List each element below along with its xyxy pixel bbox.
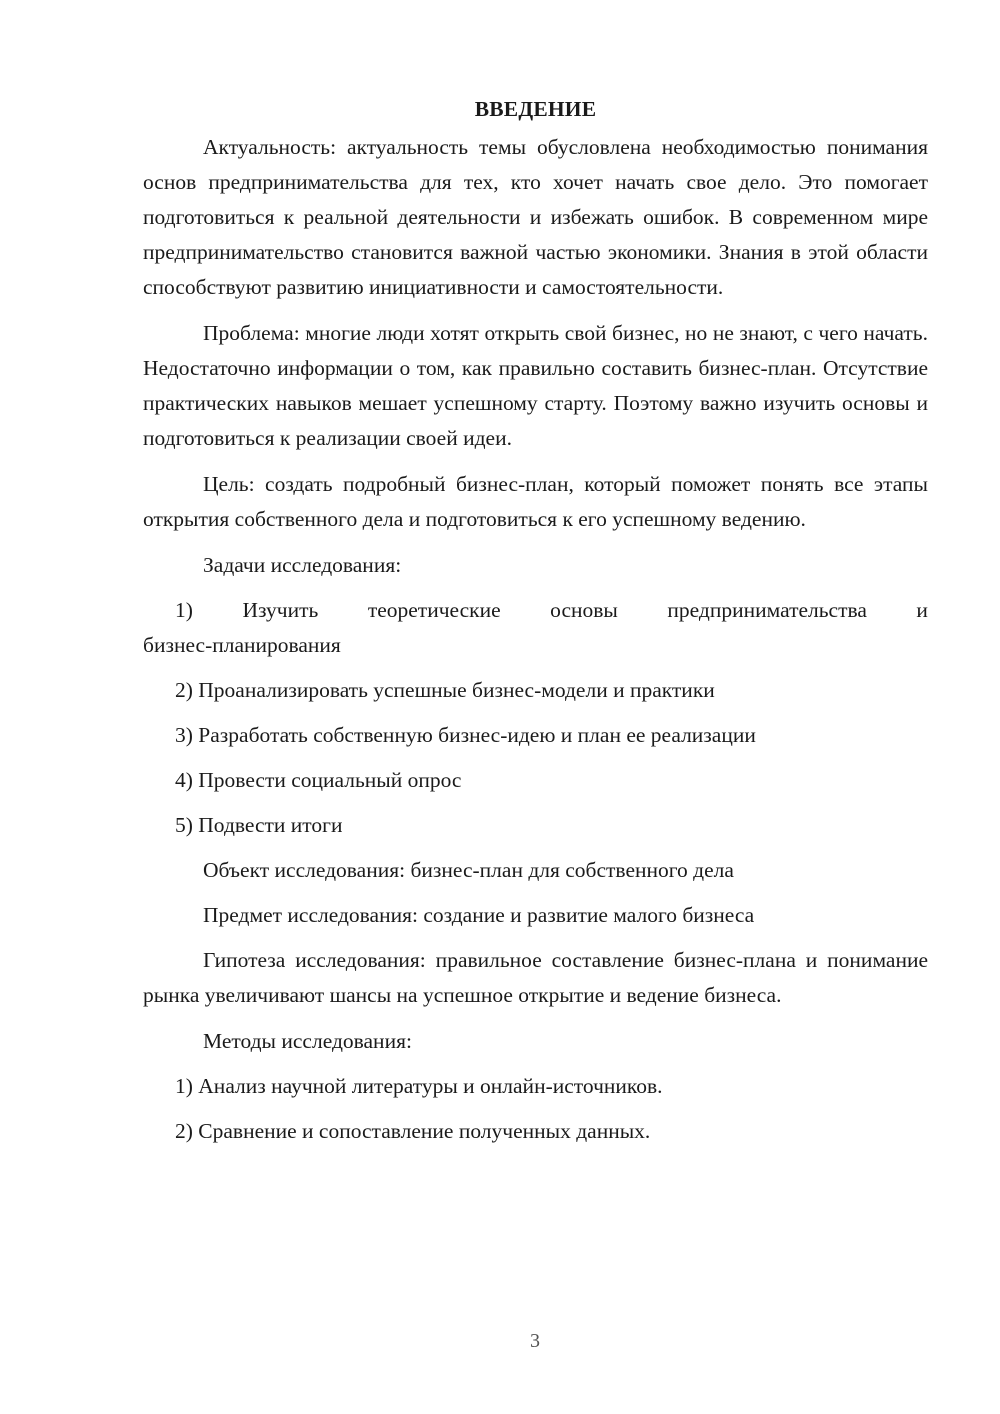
goal-paragraph: Цель: создать подробный бизнес-план, который поможет понять все этапы открытия собственного дела и подготовиться к его успешному ведению. bbox=[143, 472, 928, 531]
task-item-2: 2) Проанализировать успешные бизнес-модели и практики bbox=[175, 678, 715, 702]
document-page bbox=[143, 92, 928, 1159]
task-1-word: основы bbox=[550, 598, 618, 622]
page-number: 3 bbox=[530, 1330, 540, 1352]
task-1-word: Изучить bbox=[242, 598, 319, 622]
problem-paragraph: Проблема: многие люди хотят открыть свой бизнес, но не знают, с чего начать. Недостаточно информации о том, как правильно составить бизнес-план. Отсутствие практических навыков мешает успешному старту. Поэтому важно изучить основы и подготовиться к реализации своей идеи. bbox=[143, 321, 928, 450]
task-item-1-continuation: бизнес-планирования bbox=[143, 633, 341, 657]
relevance-paragraph: Актуальность: актуальность темы обусловлена необходимостью понимания основ предпринимательства для тех, кто хочет начать свое дело. Это помогает подготовиться к реальной деятельности и избежать ошибок. В современном мире предпринимательство становится важной частью экономики. Знания в этой области способствуют развитию инициативности и самостоятельности. bbox=[143, 135, 928, 299]
task-1-word: теоретические bbox=[367, 598, 501, 622]
research-subject: Предмет исследования: создание и развитие малого бизнеса bbox=[203, 903, 755, 927]
task-item-3: 3) Разработать собственную бизнес-идею и план ее реализации bbox=[175, 723, 756, 747]
method-item-1: 1) Анализ научной литературы и онлайн-источников. bbox=[175, 1074, 663, 1098]
task-item-1-first-line bbox=[143, 593, 928, 628]
method-item-2: 2) Сравнение и сопоставление полученных данных. bbox=[175, 1119, 651, 1143]
task-1-word: и bbox=[916, 598, 928, 622]
task-item-5: 5) Подвести итоги bbox=[175, 813, 343, 837]
hypothesis-paragraph: Гипотеза исследования: правильное составление бизнес-плана и понимание рынка увеличивают шансы на успешное открытие и ведение бизнеса. bbox=[143, 948, 928, 1007]
tasks-heading: Задачи исследования: bbox=[203, 553, 402, 577]
methods-heading: Методы исследования: bbox=[203, 1029, 412, 1053]
task-1-word: 1) bbox=[175, 598, 193, 622]
task-1-word: предпринимательства bbox=[667, 598, 867, 622]
research-object: Объект исследования: бизнес-план для собственного дела bbox=[203, 858, 734, 882]
task-item-4: 4) Провести социальный опрос bbox=[175, 768, 462, 792]
task-item-1 bbox=[143, 593, 928, 663]
section-title: ВВЕДЕНИЕ bbox=[474, 97, 597, 121]
